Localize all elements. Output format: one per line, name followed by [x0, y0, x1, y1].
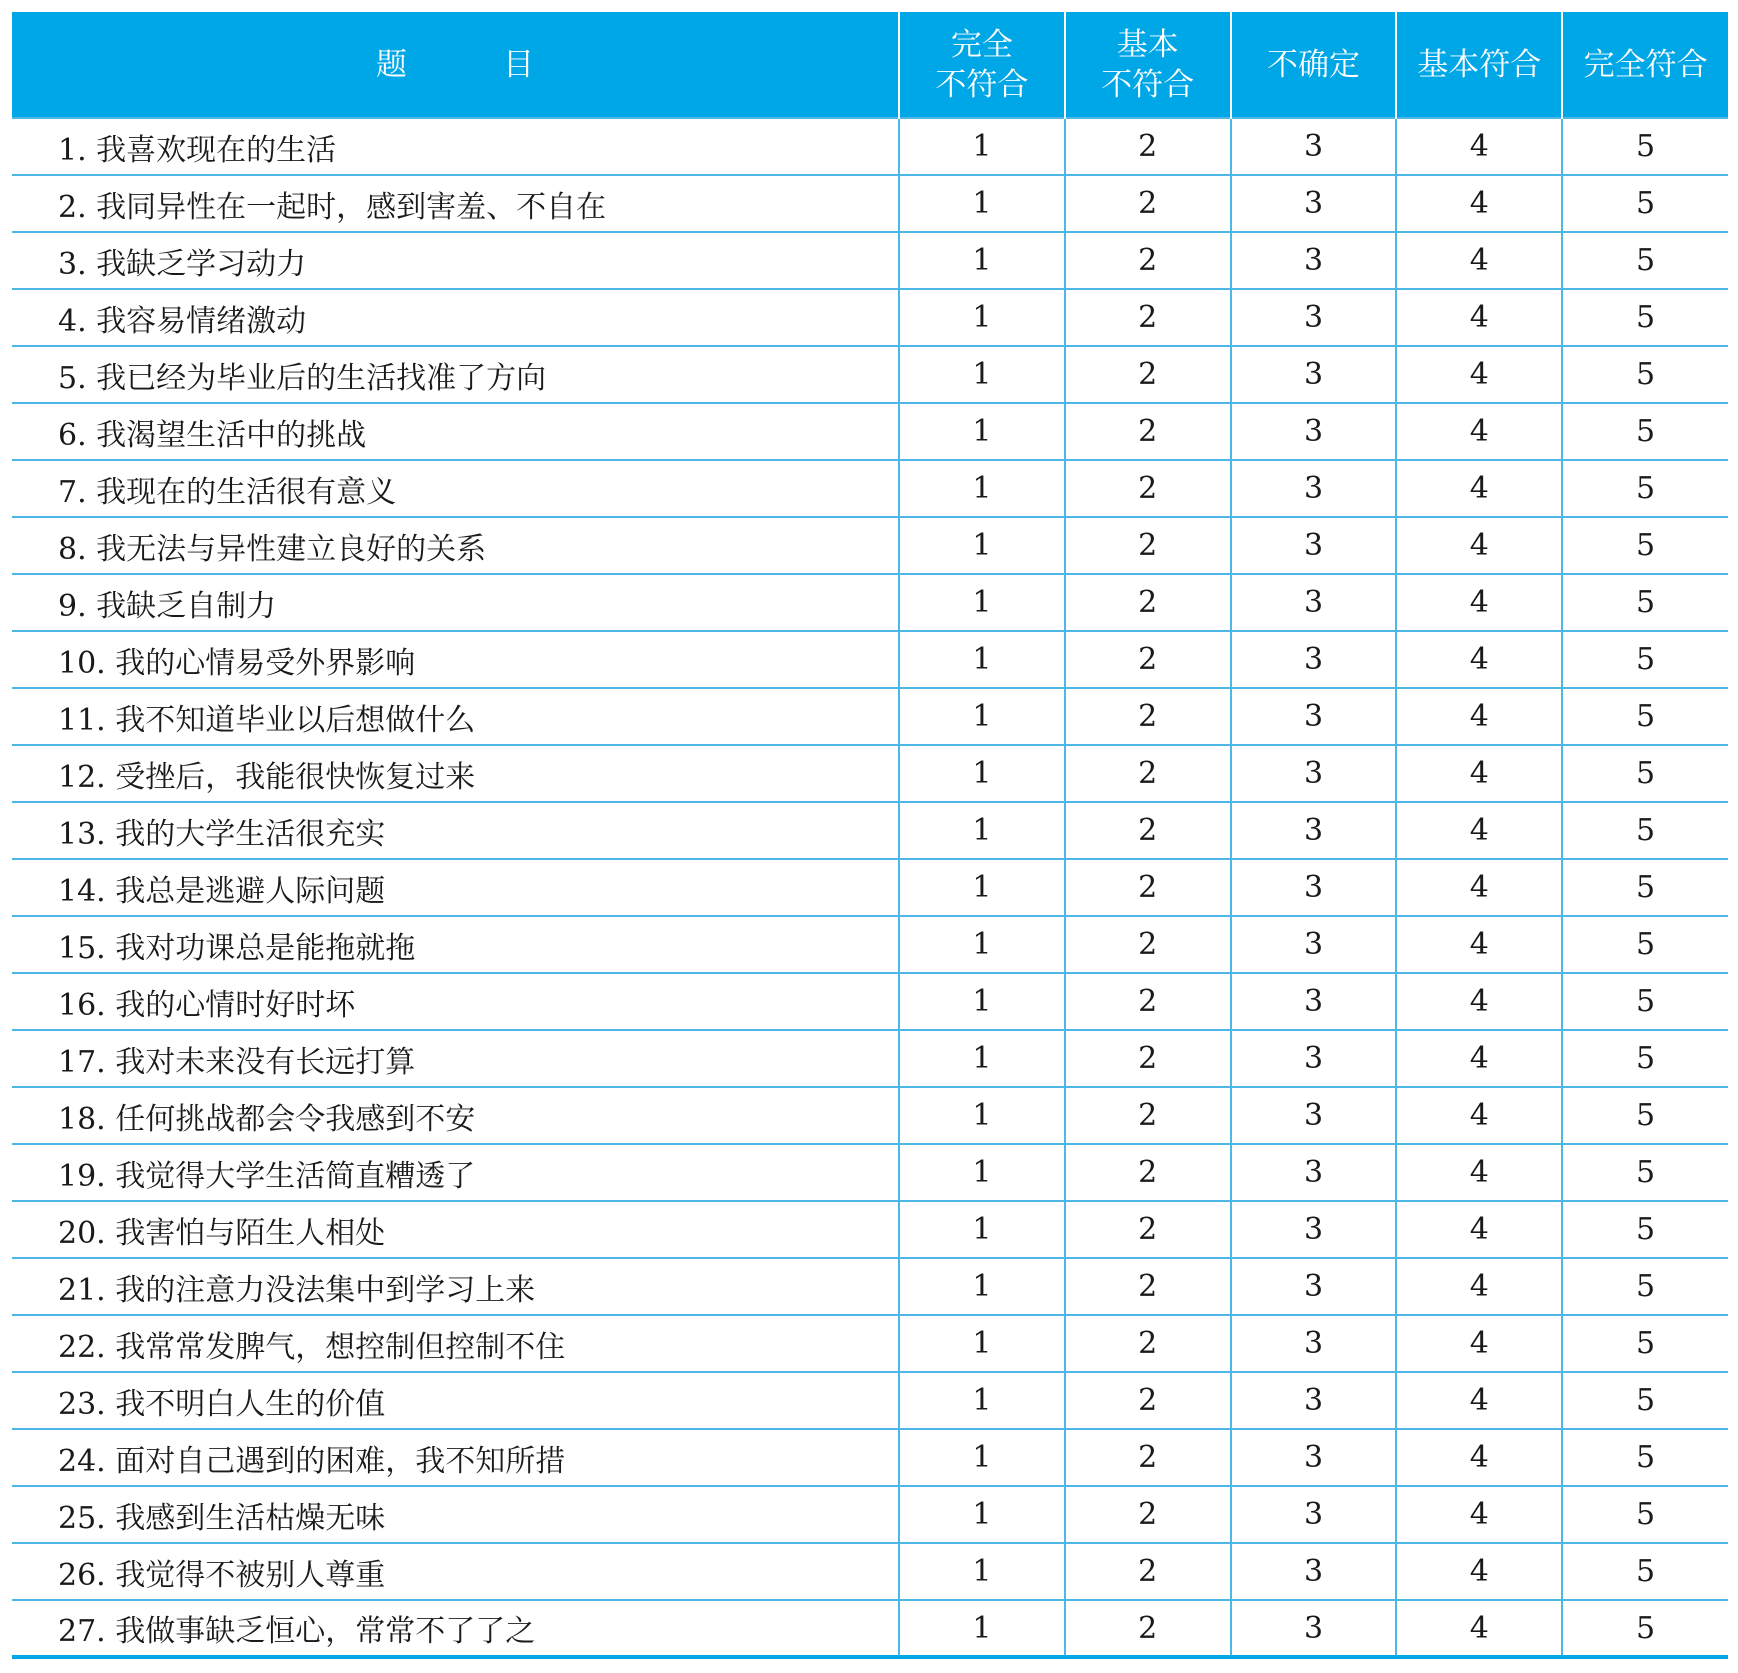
question-text: 1. 我喜欢现在的生活 — [12, 118, 899, 175]
rating-option-4[interactable]: 4 — [1396, 1201, 1562, 1258]
header-option-4: 基本符合 — [1396, 12, 1562, 118]
rating-option-1[interactable]: 1 — [899, 631, 1065, 688]
rating-option-2[interactable]: 2 — [1065, 745, 1231, 802]
rating-option-2[interactable]: 2 — [1065, 1543, 1231, 1600]
rating-option-4[interactable]: 4 — [1396, 118, 1562, 175]
header-option-1: 完全 不符合 — [899, 12, 1065, 118]
rating-option-5[interactable]: 5 — [1562, 688, 1728, 745]
question-text: 7. 我现在的生活很有意义 — [12, 460, 899, 517]
rating-option-2[interactable]: 2 — [1065, 1600, 1231, 1657]
rating-option-4[interactable]: 4 — [1396, 1429, 1562, 1486]
header-item-char-2: 目 — [503, 46, 534, 83]
rating-option-1[interactable]: 1 — [899, 1144, 1065, 1201]
header-row — [12, 12, 1728, 118]
rating-option-1[interactable]: 1 — [899, 517, 1065, 574]
rating-option-1[interactable]: 1 — [899, 1258, 1065, 1315]
rating-option-2[interactable]: 2 — [1065, 403, 1231, 460]
rating-option-5[interactable]: 5 — [1562, 1486, 1728, 1543]
rating-option-4[interactable]: 4 — [1396, 403, 1562, 460]
rating-option-5[interactable]: 5 — [1562, 1258, 1728, 1315]
question-text: 20. 我害怕与陌生人相处 — [12, 1201, 899, 1258]
question-text: 18. 任何挑战都会令我感到不安 — [12, 1087, 899, 1144]
rating-option-5[interactable]: 5 — [1562, 859, 1728, 916]
survey-table — [12, 12, 1728, 1659]
rating-option-4[interactable]: 4 — [1396, 1144, 1562, 1201]
rating-option-3[interactable]: 3 — [1231, 1030, 1397, 1087]
rating-option-3[interactable]: 3 — [1231, 403, 1397, 460]
question-text: 9. 我缺乏自制力 — [12, 574, 899, 631]
table-row — [12, 175, 1728, 232]
rating-option-1[interactable]: 1 — [899, 1486, 1065, 1543]
rating-option-4[interactable]: 4 — [1396, 1315, 1562, 1372]
rating-option-2[interactable]: 2 — [1065, 1144, 1231, 1201]
table-row — [12, 403, 1728, 460]
rating-option-2[interactable]: 2 — [1065, 574, 1231, 631]
table-row — [12, 1600, 1728, 1657]
rating-option-2[interactable]: 2 — [1065, 688, 1231, 745]
rating-option-1[interactable]: 1 — [899, 574, 1065, 631]
rating-option-1[interactable]: 1 — [899, 289, 1065, 346]
table-row — [12, 517, 1728, 574]
rating-option-5[interactable]: 5 — [1562, 175, 1728, 232]
rating-option-1[interactable]: 1 — [899, 1600, 1065, 1657]
rating-option-1[interactable]: 1 — [899, 1087, 1065, 1144]
rating-option-1[interactable]: 1 — [899, 175, 1065, 232]
table-row — [12, 1144, 1728, 1201]
rating-option-3[interactable]: 3 — [1231, 745, 1397, 802]
rating-option-4[interactable]: 4 — [1396, 688, 1562, 745]
question-text: 14. 我总是逃避人际问题 — [12, 859, 899, 916]
rating-option-3[interactable]: 3 — [1231, 1258, 1397, 1315]
rating-option-3[interactable]: 3 — [1231, 289, 1397, 346]
question-text: 27. 我做事缺乏恒心，常常不了了之 — [12, 1600, 899, 1657]
table-header — [12, 12, 1728, 118]
rating-option-2[interactable]: 2 — [1065, 973, 1231, 1030]
rating-option-2[interactable]: 2 — [1065, 289, 1231, 346]
table-row — [12, 1315, 1728, 1372]
rating-option-3[interactable]: 3 — [1231, 574, 1397, 631]
rating-option-2[interactable]: 2 — [1065, 1372, 1231, 1429]
question-text: 11. 我不知道毕业以后想做什么 — [12, 688, 899, 745]
rating-option-3[interactable]: 3 — [1231, 802, 1397, 859]
rating-option-3[interactable]: 3 — [1231, 1201, 1397, 1258]
rating-option-3[interactable]: 3 — [1231, 688, 1397, 745]
header-option-2: 基本 不符合 — [1065, 12, 1231, 118]
rating-option-2[interactable]: 2 — [1065, 1030, 1231, 1087]
question-text: 24. 面对自己遇到的困难，我不知所措 — [12, 1429, 899, 1486]
rating-option-5[interactable]: 5 — [1562, 1429, 1728, 1486]
table-row — [12, 1030, 1728, 1087]
rating-option-5[interactable]: 5 — [1562, 289, 1728, 346]
table-row — [12, 346, 1728, 403]
table-row — [12, 1258, 1728, 1315]
table-row — [12, 460, 1728, 517]
rating-option-5[interactable]: 5 — [1562, 631, 1728, 688]
rating-option-4[interactable]: 4 — [1396, 631, 1562, 688]
rating-option-4[interactable]: 4 — [1396, 802, 1562, 859]
rating-option-1[interactable]: 1 — [899, 1315, 1065, 1372]
rating-option-2[interactable]: 2 — [1065, 1201, 1231, 1258]
table-body — [12, 118, 1728, 1657]
rating-option-5[interactable]: 5 — [1562, 460, 1728, 517]
rating-option-3[interactable]: 3 — [1231, 631, 1397, 688]
rating-option-3[interactable]: 3 — [1231, 1543, 1397, 1600]
rating-option-2[interactable]: 2 — [1065, 631, 1231, 688]
question-text: 5. 我已经为毕业后的生活找准了方向 — [12, 346, 899, 403]
rating-option-5[interactable]: 5 — [1562, 118, 1728, 175]
question-text: 25. 我感到生活枯燥无味 — [12, 1486, 899, 1543]
question-text: 19. 我觉得大学生活简直糟透了 — [12, 1144, 899, 1201]
rating-option-2[interactable]: 2 — [1065, 1486, 1231, 1543]
rating-option-1[interactable]: 1 — [899, 916, 1065, 973]
table-row — [12, 631, 1728, 688]
table-row — [12, 745, 1728, 802]
table-row — [12, 1486, 1728, 1543]
rating-option-1[interactable]: 1 — [899, 346, 1065, 403]
header-item — [12, 12, 899, 118]
rating-option-1[interactable]: 1 — [899, 859, 1065, 916]
rating-option-2[interactable]: 2 — [1065, 1258, 1231, 1315]
rating-option-2[interactable]: 2 — [1065, 859, 1231, 916]
rating-option-5[interactable]: 5 — [1562, 403, 1728, 460]
rating-option-4[interactable]: 4 — [1396, 1486, 1562, 1543]
rating-option-3[interactable]: 3 — [1231, 973, 1397, 1030]
rating-option-2[interactable]: 2 — [1065, 118, 1231, 175]
question-text: 2. 我同异性在一起时，感到害羞、不自在 — [12, 175, 899, 232]
rating-option-2[interactable]: 2 — [1065, 460, 1231, 517]
rating-option-3[interactable]: 3 — [1231, 1372, 1397, 1429]
question-text: 26. 我觉得不被别人尊重 — [12, 1543, 899, 1600]
rating-option-2[interactable]: 2 — [1065, 916, 1231, 973]
question-text: 13. 我的大学生活很充实 — [12, 802, 899, 859]
rating-option-2[interactable]: 2 — [1065, 346, 1231, 403]
table-row — [12, 973, 1728, 1030]
header-option-3: 不确定 — [1231, 12, 1397, 118]
question-text: 6. 我渴望生活中的挑战 — [12, 403, 899, 460]
rating-option-5[interactable]: 5 — [1562, 1543, 1728, 1600]
rating-option-2[interactable]: 2 — [1065, 1315, 1231, 1372]
rating-option-4[interactable]: 4 — [1396, 1258, 1562, 1315]
rating-option-5[interactable]: 5 — [1562, 916, 1728, 973]
rating-option-3[interactable]: 3 — [1231, 1429, 1397, 1486]
rating-option-3[interactable]: 3 — [1231, 859, 1397, 916]
rating-option-1[interactable]: 1 — [899, 403, 1065, 460]
table-row — [12, 916, 1728, 973]
rating-option-3[interactable]: 3 — [1231, 460, 1397, 517]
table-row — [12, 289, 1728, 346]
header-option-5: 完全符合 — [1562, 12, 1728, 118]
rating-option-3[interactable]: 3 — [1231, 1600, 1397, 1657]
rating-option-4[interactable]: 4 — [1396, 289, 1562, 346]
rating-option-4[interactable]: 4 — [1396, 1087, 1562, 1144]
header-item-char-1: 题 — [376, 46, 407, 83]
rating-option-1[interactable]: 1 — [899, 1429, 1065, 1486]
rating-option-4[interactable]: 4 — [1396, 1600, 1562, 1657]
table-row — [12, 802, 1728, 859]
rating-option-5[interactable]: 5 — [1562, 1600, 1728, 1657]
question-text: 4. 我容易情绪激动 — [12, 289, 899, 346]
question-text: 10. 我的心情易受外界影响 — [12, 631, 899, 688]
table-row — [12, 1429, 1728, 1486]
rating-option-3[interactable]: 3 — [1231, 1144, 1397, 1201]
rating-option-2[interactable]: 2 — [1065, 517, 1231, 574]
question-text: 3. 我缺乏学习动力 — [12, 232, 899, 289]
rating-option-3[interactable]: 3 — [1231, 1315, 1397, 1372]
rating-option-3[interactable]: 3 — [1231, 118, 1397, 175]
rating-option-2[interactable]: 2 — [1065, 175, 1231, 232]
question-text: 12. 受挫后，我能很快恢复过来 — [12, 745, 899, 802]
table-row — [12, 118, 1728, 175]
table-row — [12, 859, 1728, 916]
question-text: 8. 我无法与异性建立良好的关系 — [12, 517, 899, 574]
rating-option-5[interactable]: 5 — [1562, 745, 1728, 802]
rating-option-4[interactable]: 4 — [1396, 916, 1562, 973]
rating-option-1[interactable]: 1 — [899, 973, 1065, 1030]
rating-option-1[interactable]: 1 — [899, 1030, 1065, 1087]
rating-option-3[interactable]: 3 — [1231, 916, 1397, 973]
rating-option-5[interactable]: 5 — [1562, 232, 1728, 289]
rating-option-5[interactable]: 5 — [1562, 1087, 1728, 1144]
rating-option-1[interactable]: 1 — [899, 232, 1065, 289]
rating-option-4[interactable]: 4 — [1396, 460, 1562, 517]
rating-option-4[interactable]: 4 — [1396, 1372, 1562, 1429]
rating-option-2[interactable]: 2 — [1065, 1087, 1231, 1144]
rating-option-5[interactable]: 5 — [1562, 1201, 1728, 1258]
rating-option-3[interactable]: 3 — [1231, 346, 1397, 403]
rating-option-2[interactable]: 2 — [1065, 232, 1231, 289]
rating-option-2[interactable]: 2 — [1065, 802, 1231, 859]
rating-option-4[interactable]: 4 — [1396, 346, 1562, 403]
table-row — [12, 1543, 1728, 1600]
rating-option-5[interactable]: 5 — [1562, 1315, 1728, 1372]
rating-option-2[interactable]: 2 — [1065, 1429, 1231, 1486]
rating-option-5[interactable]: 5 — [1562, 346, 1728, 403]
question-text: 23. 我不明白人生的价值 — [12, 1372, 899, 1429]
table-row — [12, 1087, 1728, 1144]
question-text: 22. 我常常发脾气，想控制但控制不住 — [12, 1315, 899, 1372]
rating-option-4[interactable]: 4 — [1396, 574, 1562, 631]
rating-option-3[interactable]: 3 — [1231, 517, 1397, 574]
rating-option-1[interactable]: 1 — [899, 745, 1065, 802]
rating-option-1[interactable]: 1 — [899, 118, 1065, 175]
rating-option-5[interactable]: 5 — [1562, 973, 1728, 1030]
rating-option-3[interactable]: 3 — [1231, 1486, 1397, 1543]
rating-option-3[interactable]: 3 — [1231, 1087, 1397, 1144]
rating-option-5[interactable]: 5 — [1562, 1144, 1728, 1201]
rating-option-3[interactable]: 3 — [1231, 232, 1397, 289]
rating-option-4[interactable]: 4 — [1396, 517, 1562, 574]
rating-option-4[interactable]: 4 — [1396, 1030, 1562, 1087]
rating-option-5[interactable]: 5 — [1562, 574, 1728, 631]
rating-option-5[interactable]: 5 — [1562, 802, 1728, 859]
rating-option-4[interactable]: 4 — [1396, 232, 1562, 289]
rating-option-4[interactable]: 4 — [1396, 175, 1562, 232]
survey-sheet — [12, 12, 1728, 1659]
table-row — [12, 1201, 1728, 1258]
question-text: 16. 我的心情时好时坏 — [12, 973, 899, 1030]
rating-option-1[interactable]: 1 — [899, 1372, 1065, 1429]
table-row — [12, 232, 1728, 289]
rating-option-1[interactable]: 1 — [899, 688, 1065, 745]
rating-option-5[interactable]: 5 — [1562, 517, 1728, 574]
rating-option-4[interactable]: 4 — [1396, 859, 1562, 916]
table-row — [12, 1372, 1728, 1429]
rating-option-1[interactable]: 1 — [899, 460, 1065, 517]
rating-option-1[interactable]: 1 — [899, 1543, 1065, 1600]
question-text: 17. 我对未来没有长远打算 — [12, 1030, 899, 1087]
rating-option-1[interactable]: 1 — [899, 1201, 1065, 1258]
rating-option-4[interactable]: 4 — [1396, 745, 1562, 802]
question-text: 15. 我对功课总是能拖就拖 — [12, 916, 899, 973]
rating-option-4[interactable]: 4 — [1396, 973, 1562, 1030]
rating-option-1[interactable]: 1 — [899, 802, 1065, 859]
rating-option-5[interactable]: 5 — [1562, 1030, 1728, 1087]
rating-option-3[interactable]: 3 — [1231, 175, 1397, 232]
rating-option-5[interactable]: 5 — [1562, 1372, 1728, 1429]
table-row — [12, 688, 1728, 745]
table-row — [12, 574, 1728, 631]
rating-option-4[interactable]: 4 — [1396, 1543, 1562, 1600]
question-text: 21. 我的注意力没法集中到学习上来 — [12, 1258, 899, 1315]
